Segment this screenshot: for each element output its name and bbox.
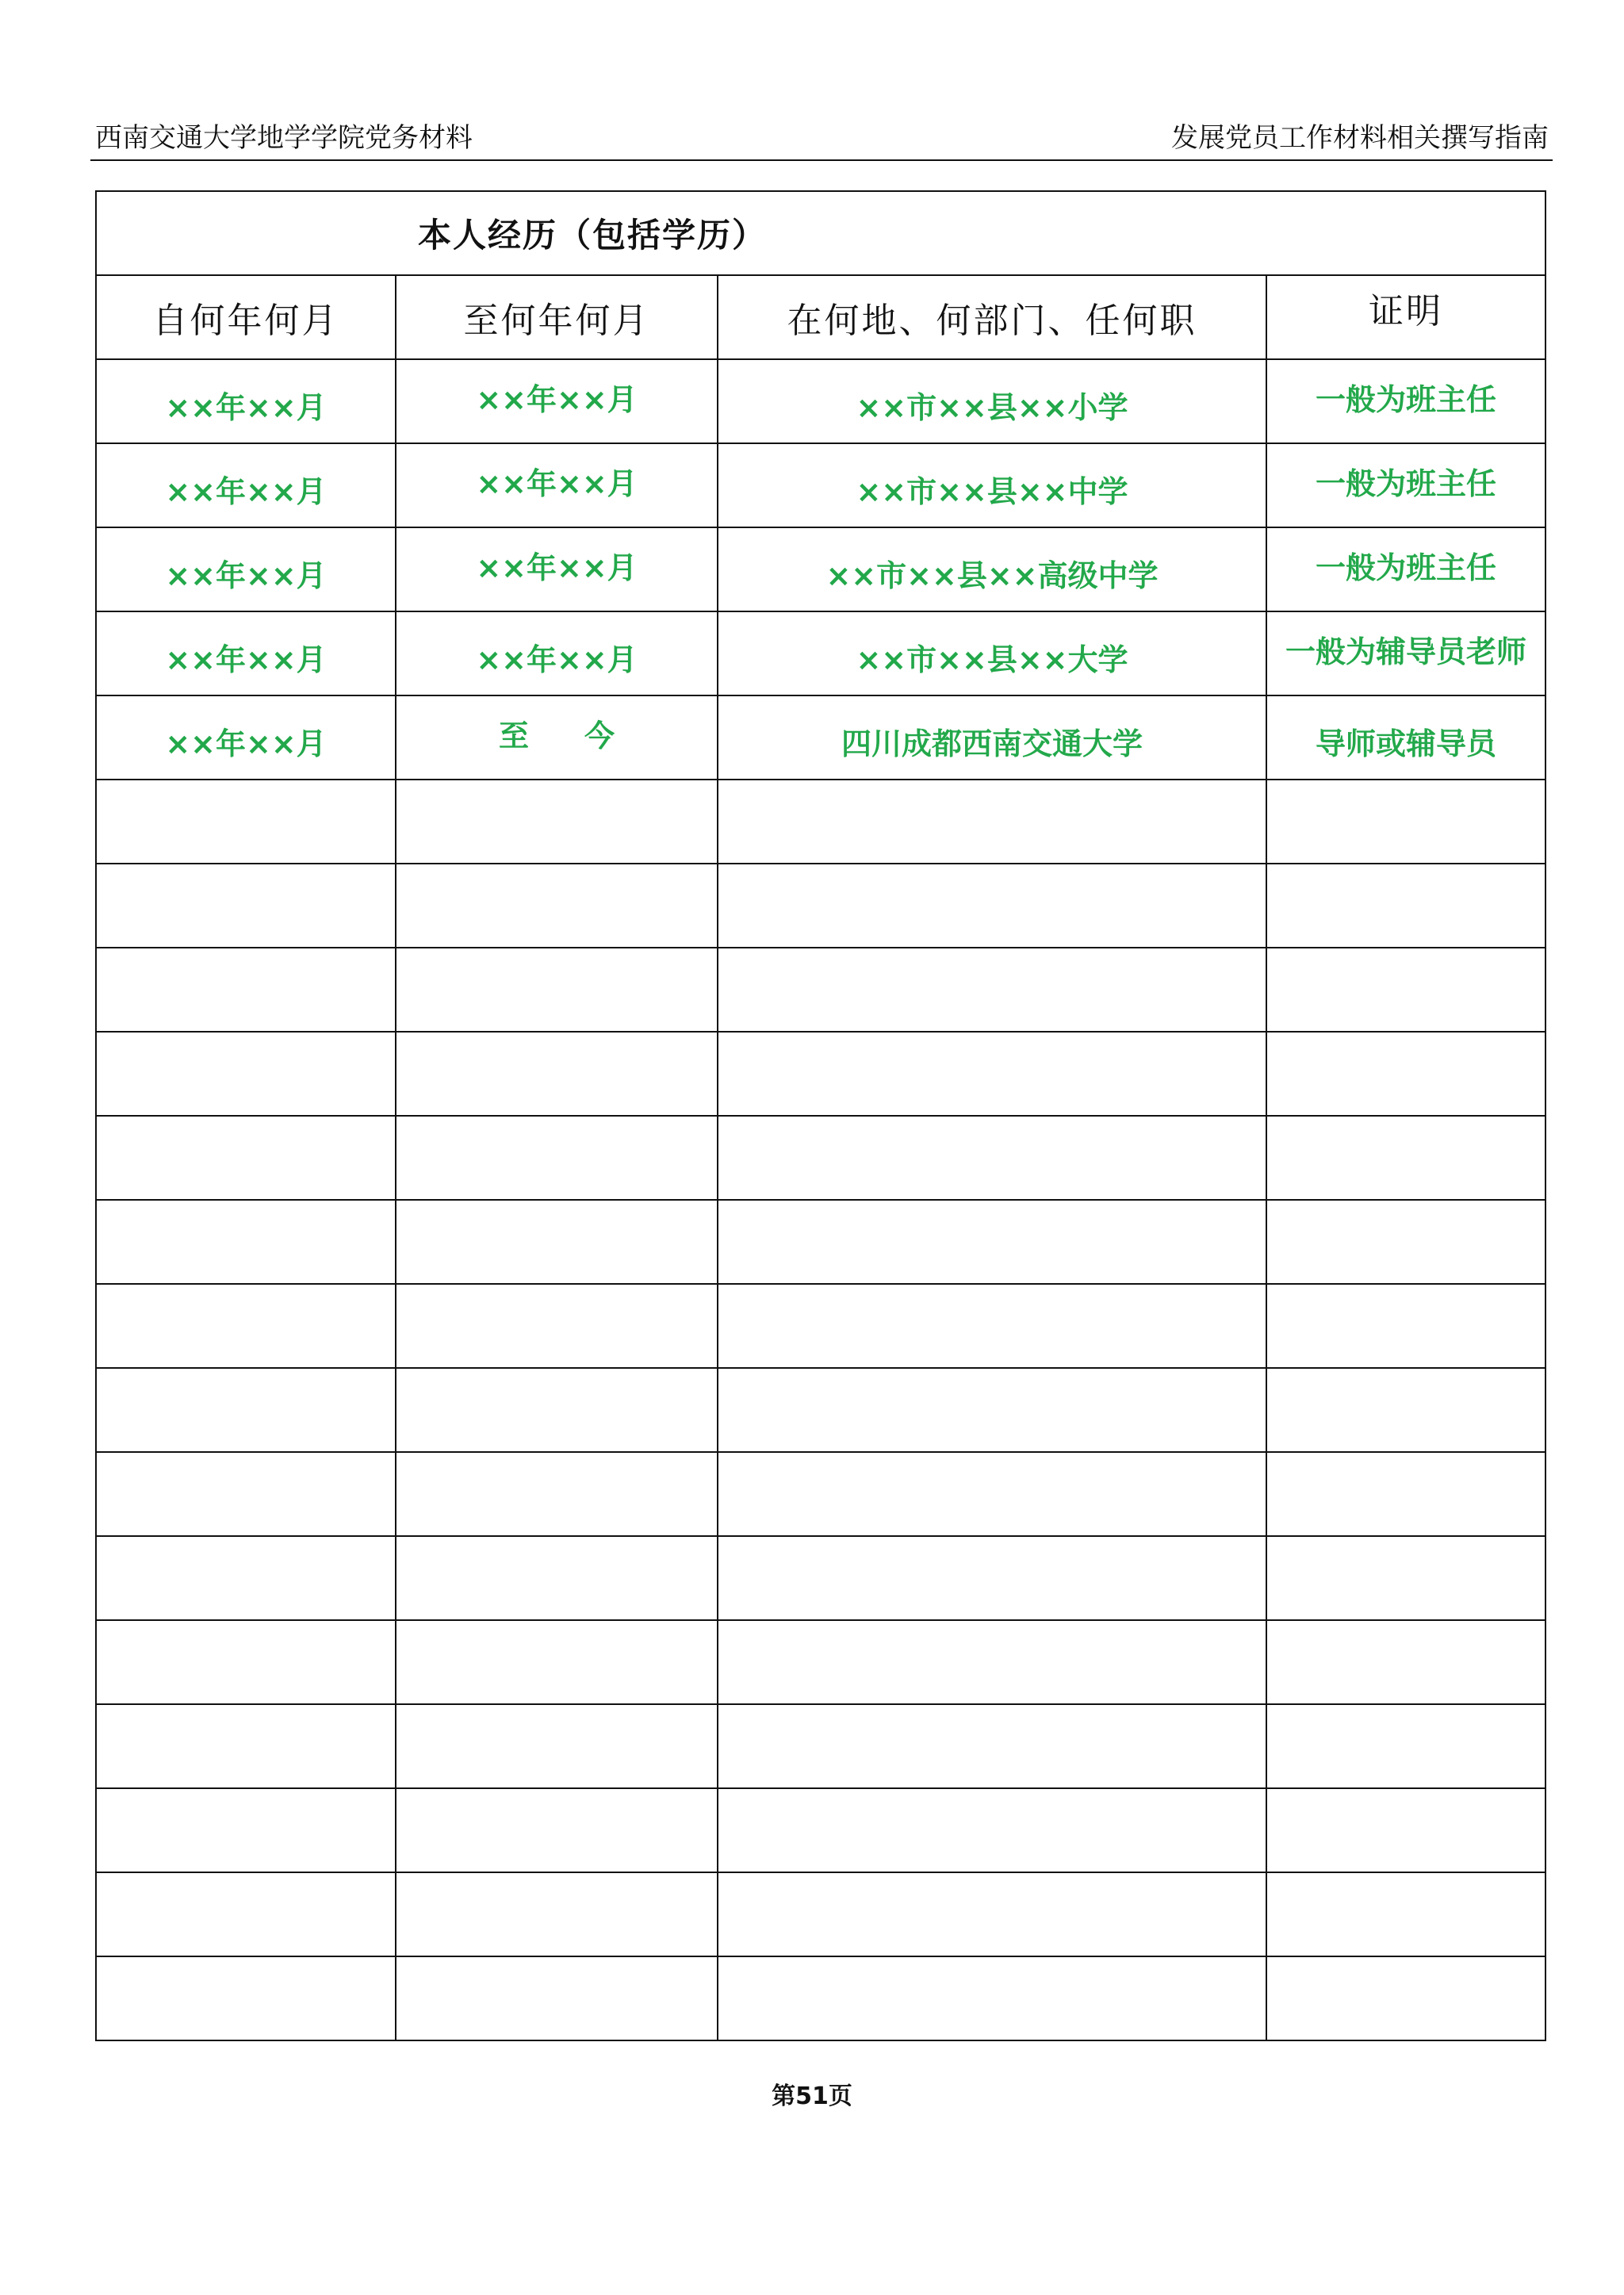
empty-table-row [96,948,1545,1032]
cell-place[interactable] [718,1956,1266,2040]
cell-to-text: ××年××月 [476,466,638,501]
cell-from[interactable] [96,1956,396,2040]
table-row [96,527,1545,611]
cell-place[interactable] [718,864,1266,948]
cell-to-text: ××年××月 [476,550,638,585]
cell-to[interactable] [396,1956,718,2040]
cell-to-text: ××年××月 [476,381,638,417]
table-title-row [96,191,1545,275]
empty-table-row [96,1284,1545,1368]
cell-to-text-a: 至 [498,718,529,753]
cell-to[interactable] [396,695,718,780]
cell-place[interactable] [718,1452,1266,1536]
cell-place[interactable] [718,359,1266,443]
table-row [96,695,1545,780]
empty-table-row [96,1452,1545,1536]
cell-from[interactable] [96,611,396,695]
column-header-proof [1266,275,1545,359]
cell-proof[interactable] [1266,359,1545,443]
cell-from[interactable] [96,780,396,864]
cell-from[interactable] [96,1788,396,1872]
cell-proof[interactable] [1266,695,1545,780]
cell-place[interactable] [718,527,1266,611]
cell-to-text-b: 今 [584,718,615,753]
header-right-title: 发展党员工作材料相关撰写指南 [1171,122,1549,154]
cell-to[interactable] [396,527,718,611]
cell-place-text: ××市××县××小学 [856,389,1128,425]
cell-proof[interactable] [1266,1284,1545,1368]
cell-to[interactable] [396,1536,718,1620]
table-row [96,359,1545,443]
cell-place[interactable] [718,1704,1266,1788]
cell-place[interactable] [718,1284,1266,1368]
cell-proof[interactable] [1266,1200,1545,1284]
cell-proof[interactable] [1266,1620,1545,1704]
resume-table [95,190,1546,2041]
cell-from[interactable] [96,948,396,1032]
cell-to[interactable] [396,1116,718,1200]
cell-place[interactable] [718,1368,1266,1452]
cell-place-text: ××市××县××中学 [856,473,1128,509]
cell-to[interactable] [396,1200,718,1284]
cell-proof-text: 一般为辅导员老师 [1285,634,1527,669]
table-row [96,443,1545,527]
cell-place-text: ××市××县××高级中学 [825,557,1159,593]
cell-proof[interactable] [1266,527,1545,611]
cell-to[interactable] [396,1452,718,1536]
cell-place[interactable] [718,1536,1266,1620]
cell-to[interactable] [396,1704,718,1788]
cell-proof[interactable] [1266,1032,1545,1116]
cell-to[interactable] [396,359,718,443]
cell-proof-text: 一般为班主任 [1316,466,1497,501]
cell-place[interactable] [718,1872,1266,1956]
cell-proof[interactable] [1266,1704,1545,1788]
empty-table-row [96,1032,1545,1116]
cell-to[interactable] [396,1620,718,1704]
cell-from[interactable] [96,1200,396,1284]
cell-proof[interactable] [1266,1788,1545,1872]
cell-proof[interactable] [1266,948,1545,1032]
cell-from-text: ××年××月 [165,726,327,761]
empty-table-row [96,1872,1545,1956]
cell-from[interactable] [96,1032,396,1116]
column-header-from: 自何年何月 [96,275,396,359]
cell-from[interactable] [96,864,396,948]
empty-table-row [96,1620,1545,1704]
cell-place[interactable] [718,780,1266,864]
cell-proof[interactable] [1266,443,1545,527]
header-left-title: 西南交通大学地学学院党务材料 [95,122,473,154]
cell-proof[interactable] [1266,864,1545,948]
cell-from[interactable] [96,1536,396,1620]
cell-to[interactable] [396,1032,718,1116]
cell-place[interactable] [718,611,1266,695]
cell-from[interactable] [96,695,396,780]
empty-table-row [96,1536,1545,1620]
cell-from-text: ××年××月 [165,473,327,509]
cell-place-text: ××市××县××大学 [856,642,1128,677]
cell-to[interactable] [396,1788,718,1872]
cell-place[interactable] [718,1620,1266,1704]
page-number: 第51页 [772,2082,852,2110]
cell-from[interactable] [96,1368,396,1452]
cell-to[interactable] [396,780,718,864]
cell-proof-text: 一般为班主任 [1316,550,1497,585]
cell-from[interactable] [96,527,396,611]
cell-from[interactable] [96,1872,396,1956]
cell-place[interactable] [718,948,1266,1032]
cell-from[interactable] [96,1116,396,1200]
cell-proof-text: 导师或辅导员 [1316,726,1497,761]
column-header-to: 至何年何月 [396,275,718,359]
cell-place[interactable] [718,695,1266,780]
cell-to[interactable] [396,611,718,695]
cell-place[interactable] [718,1788,1266,1872]
cell-from[interactable] [96,359,396,443]
cell-place[interactable] [718,1032,1266,1116]
cell-to[interactable] [396,864,718,948]
cell-from-text: ××年××月 [165,557,327,593]
cell-from-text: ××年××月 [165,642,327,677]
cell-proof[interactable] [1266,1872,1545,1956]
cell-from[interactable] [96,443,396,527]
cell-proof[interactable] [1266,780,1545,864]
cell-to-text: ××年××月 [476,642,638,677]
cell-proof[interactable] [1266,1452,1545,1536]
cell-place[interactable] [718,443,1266,527]
cell-place[interactable] [718,1200,1266,1284]
table-header-row [96,275,1545,359]
cell-place[interactable] [718,1116,1266,1200]
empty-table-row [96,1956,1545,2040]
cell-proof[interactable] [1266,1116,1545,1200]
empty-table-row [96,1704,1545,1788]
cell-proof[interactable] [1266,1536,1545,1620]
cell-to[interactable] [396,1284,718,1368]
cell-to[interactable] [396,443,718,527]
table-title-cell [96,191,1545,275]
empty-table-row [96,1788,1545,1872]
header-divider [90,159,1553,161]
empty-table-row [96,1200,1545,1284]
cell-to[interactable] [396,1872,718,1956]
table-row [96,611,1545,695]
cell-to[interactable] [396,1368,718,1452]
cell-to[interactable] [396,948,718,1032]
cell-proof-text: 一般为班主任 [1316,381,1497,417]
cell-proof[interactable] [1266,1368,1545,1452]
cell-from[interactable] [96,1620,396,1704]
cell-from[interactable] [96,1704,396,1788]
empty-table-row [96,1368,1545,1452]
cell-from-text: ××年××月 [165,389,327,425]
cell-place-text: 四川成都西南交通大学 [841,726,1143,761]
table-title: 本人经历（包括学历） [418,216,768,255]
empty-table-row [96,1116,1545,1200]
column-header-place: 在何地、何部门、任何职 [718,275,1266,359]
empty-table-row [96,780,1545,864]
cell-proof[interactable] [1266,1956,1545,2040]
cell-proof[interactable] [1266,611,1545,695]
cell-from[interactable] [96,1452,396,1536]
cell-from[interactable] [96,1284,396,1368]
column-header-proof-label: 证明 [1369,291,1443,331]
empty-table-row [96,864,1545,948]
